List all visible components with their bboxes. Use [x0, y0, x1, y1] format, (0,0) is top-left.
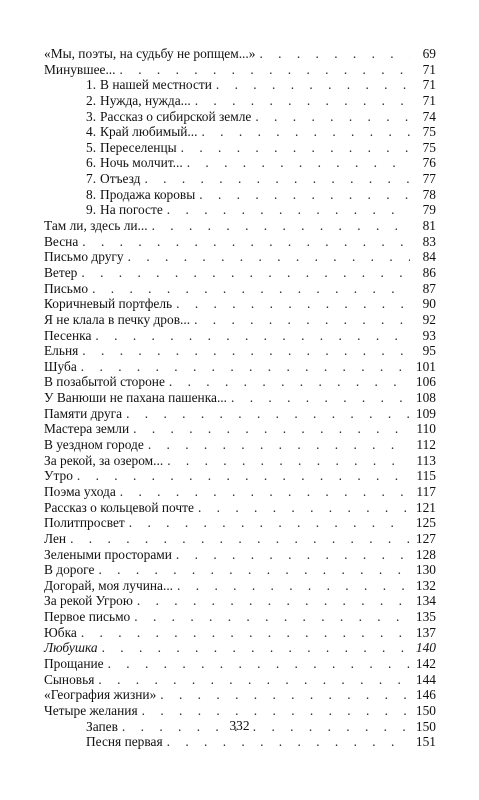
toc-entry-page: 150 [415, 702, 436, 718]
dot-leader [181, 140, 410, 156]
dot-leader [102, 640, 410, 656]
toc-entry [44, 124, 436, 140]
dot-leader [187, 155, 410, 171]
page-number: 332 [229, 718, 250, 733]
toc-entry-page: 71 [422, 92, 436, 108]
toc-entry-page: 137 [415, 624, 436, 640]
toc-entry-page: 90 [422, 296, 436, 312]
toc-entry-title: Шуба [44, 358, 77, 374]
toc-entry [44, 515, 436, 531]
toc-entry-page: 140 [415, 640, 436, 656]
dot-leader [167, 734, 410, 750]
toc-entry-page: 142 [415, 655, 436, 671]
toc-entry-page: 93 [422, 327, 436, 343]
toc-entry-number: 7. [86, 171, 97, 187]
toc-entry [44, 484, 436, 500]
toc-entry-page: 79 [422, 202, 436, 218]
dot-leader [142, 703, 410, 719]
dot-leader [95, 328, 410, 344]
toc-entry-page: 83 [422, 233, 436, 249]
toc-entry-page: 130 [415, 562, 436, 578]
toc-entry-title: «Мы, поэты, на судьбу не ропщем...» [44, 46, 256, 61]
toc-entry-page: 77 [422, 171, 436, 187]
toc-entry [44, 218, 436, 234]
toc-entry [44, 437, 436, 453]
dot-leader [81, 265, 410, 281]
toc-entry [44, 406, 436, 422]
toc-entry-page: 113 [416, 452, 436, 468]
toc-entry-title: Ночь молчит... [100, 155, 183, 171]
toc-entry-page: 106 [415, 374, 436, 390]
toc-entry-number: 3. [86, 108, 97, 124]
toc-entry [44, 390, 436, 406]
dot-leader [176, 547, 410, 563]
toc-entry-title: Отъезд [100, 171, 141, 187]
toc-entry-number: 9. [86, 202, 97, 218]
toc-entry-title: За рекой Угрою [44, 593, 133, 609]
toc-entry-title: Сыновья [44, 671, 95, 687]
toc-entry-page: 128 [415, 546, 436, 562]
toc-entry-title: Политпросвет [44, 515, 125, 531]
dot-leader [160, 687, 410, 703]
dot-leader [199, 187, 410, 203]
dot-leader [169, 374, 410, 390]
toc-entry-page: 75 [422, 139, 436, 155]
toc-entry [44, 609, 436, 625]
toc-entry [44, 281, 436, 297]
toc-entry-title: Прощание [44, 655, 104, 671]
toc-entry-page: 84 [422, 249, 436, 265]
dot-leader [70, 531, 410, 547]
toc-entry [44, 234, 436, 250]
toc-entry-title: Там ли, здесь ли... [44, 218, 148, 234]
toc-entry [44, 640, 436, 656]
toc-entry [44, 359, 436, 375]
toc-entry-page: 71 [422, 77, 436, 93]
toc-entry-page: 134 [415, 593, 436, 609]
toc-entry [44, 656, 436, 672]
dot-leader [82, 234, 410, 250]
toc-entry-title: Лен [44, 530, 67, 546]
toc-entry [44, 343, 436, 359]
toc-entry-title: Весна [44, 233, 79, 249]
toc-entry [44, 453, 436, 469]
dot-leader [81, 359, 410, 375]
toc-entry-title: В уездном городе [44, 437, 144, 453]
toc-entry [44, 140, 436, 156]
toc-entry-number: 5. [86, 139, 97, 155]
toc-entry [44, 296, 436, 312]
toc-entry [44, 703, 436, 719]
toc-entry-page: 135 [415, 609, 436, 625]
toc-entry-page: 92 [422, 311, 436, 327]
dot-leader [152, 218, 410, 234]
toc-entry-title: Четыре желания [44, 702, 138, 718]
toc-entry [44, 312, 436, 328]
toc-entry-title: Продажа коровы [100, 186, 196, 202]
toc-entry-page: 109 [415, 405, 436, 421]
toc-entry-page: 132 [415, 577, 436, 593]
toc-entry [44, 155, 436, 171]
dot-leader [167, 453, 410, 469]
toc-entry-page: 75 [422, 124, 436, 140]
toc-entry-page: 144 [415, 671, 436, 687]
toc-entry-page: 108 [415, 390, 436, 406]
toc-entry [44, 547, 436, 563]
toc-entry-title: В нашей местности [100, 77, 212, 93]
dot-leader [231, 390, 410, 406]
toc-entry [44, 625, 436, 641]
dot-leader [108, 656, 410, 672]
table-of-contents [44, 46, 436, 750]
toc-entry [44, 187, 436, 203]
dot-leader [198, 500, 410, 516]
toc-entry-title: Письмо [44, 280, 89, 296]
dot-leader [128, 249, 410, 265]
toc-entry [44, 687, 436, 703]
toc-entry-page: 69 [422, 46, 436, 61]
toc-entry-page: 78 [422, 186, 436, 202]
toc-entry-title: В позабытой стороне [44, 374, 165, 390]
dot-leader [216, 77, 410, 93]
toc-entry [44, 93, 436, 109]
dot-leader [134, 609, 410, 625]
dot-leader [177, 578, 410, 594]
dot-leader [126, 406, 410, 422]
toc-entry-title: Мастера земли [44, 421, 130, 437]
toc-entry-page: 127 [415, 530, 436, 546]
toc-entry-title: Ельня [44, 343, 79, 359]
toc-entry-page: 117 [416, 483, 436, 499]
toc-entry-title: За рекой, за озером... [44, 452, 164, 468]
toc-entry-title: В дороге [44, 562, 95, 578]
dot-leader [255, 109, 410, 125]
toc-entry [44, 62, 436, 78]
toc-entry-title: Утро [44, 468, 73, 484]
dot-leader [167, 202, 410, 218]
dot-leader [194, 312, 410, 328]
dot-leader [148, 437, 410, 453]
toc-entry [44, 46, 436, 62]
toc-entry [44, 265, 436, 281]
toc-entry-title: Песня первая [86, 734, 163, 750]
toc-entry-page: 110 [416, 421, 436, 437]
toc-entry-page: 150 [415, 718, 436, 734]
toc-entry-page: 87 [422, 280, 436, 296]
toc-entry [44, 593, 436, 609]
toc-entry-page: 95 [422, 343, 436, 359]
dot-leader [144, 171, 410, 187]
toc-entry [44, 249, 436, 265]
toc-entry [44, 202, 436, 218]
dot-leader [259, 46, 410, 62]
dot-leader [137, 593, 410, 609]
dot-leader [176, 296, 410, 312]
dot-leader [133, 421, 410, 437]
toc-entry-title: У Ванюши не пахана пашенка... [44, 390, 228, 406]
toc-entry [44, 374, 436, 390]
dot-leader [77, 468, 410, 484]
toc-entry-title: Коричневый портфель [44, 296, 173, 312]
toc-entry-number: 6. [86, 155, 97, 171]
toc-entry [44, 468, 436, 484]
toc-entry-page: 121 [415, 499, 436, 515]
dot-leader [201, 124, 410, 140]
toc-entry-page: 76 [422, 155, 436, 171]
toc-entry [44, 578, 436, 594]
toc-entry-title: Письмо другу [44, 249, 124, 265]
toc-entry-title: Нужда, нужда... [100, 92, 191, 108]
toc-entry [44, 109, 436, 125]
dot-leader [195, 93, 410, 109]
toc-entry-page: 112 [416, 437, 436, 453]
dot-leader [120, 484, 410, 500]
toc-entry-number: 8. [86, 186, 97, 202]
toc-entry-title: Догорай, моя лучина... [44, 577, 174, 593]
dot-leader [98, 672, 410, 688]
toc-entry-page: 115 [416, 468, 436, 484]
toc-entry-page: 101 [415, 358, 436, 374]
toc-entry [44, 562, 436, 578]
toc-entry-title: Поэма ухода [44, 483, 116, 499]
dot-leader [129, 515, 410, 531]
toc-entry [44, 734, 436, 750]
dot-leader [120, 62, 411, 78]
toc-entry-page: 71 [422, 61, 436, 77]
toc-entry-title: Край любимый... [100, 124, 198, 140]
toc-entry [44, 171, 436, 187]
toc-entry-title: Памяти друга [44, 405, 123, 421]
toc-entry-title: Любушка [44, 640, 98, 656]
toc-entry-title: Юбка [44, 624, 77, 640]
toc-entry-page: 146 [415, 687, 436, 703]
dot-leader [98, 562, 410, 578]
toc-entry-title: «География жизни» [44, 687, 157, 703]
dot-leader [82, 343, 410, 359]
toc-entry-page: 86 [422, 264, 436, 280]
toc-entry [44, 672, 436, 688]
toc-entry-title: Рассказ о кольцевой почте [44, 499, 194, 515]
toc-entry [44, 77, 436, 93]
toc-entry-title: Зелеными просторами [44, 546, 172, 562]
toc-entry-number: 1. [86, 77, 97, 93]
toc-entry-number: 2. [86, 92, 97, 108]
toc-entry-title: Я не клала в печку дров... [44, 311, 191, 327]
toc-entry-title: Переселенцы [100, 139, 177, 155]
toc-entry-title: Песенка [44, 327, 92, 343]
toc-entry-title: Запев [86, 718, 118, 734]
toc-entry-number: 4. [86, 124, 97, 140]
toc-entry-page: 151 [415, 734, 436, 750]
toc-entry [44, 531, 436, 547]
toc-entry-title: Рассказ о сибирской земле [100, 108, 252, 124]
toc-entry [44, 500, 436, 516]
toc-entry-page: 81 [422, 218, 436, 234]
toc-entry-title: Ветер [44, 264, 78, 280]
toc-entry-title: Минувшее... [44, 61, 116, 77]
toc-entry-page: 125 [415, 515, 436, 531]
toc-entry-title: На погосте [100, 202, 163, 218]
toc-entry-title: Первое письмо [44, 609, 131, 625]
dot-leader [81, 625, 410, 641]
toc-entry [44, 421, 436, 437]
toc-entry-page: 74 [422, 108, 436, 124]
dot-leader [92, 281, 410, 297]
toc-entry [44, 328, 436, 344]
